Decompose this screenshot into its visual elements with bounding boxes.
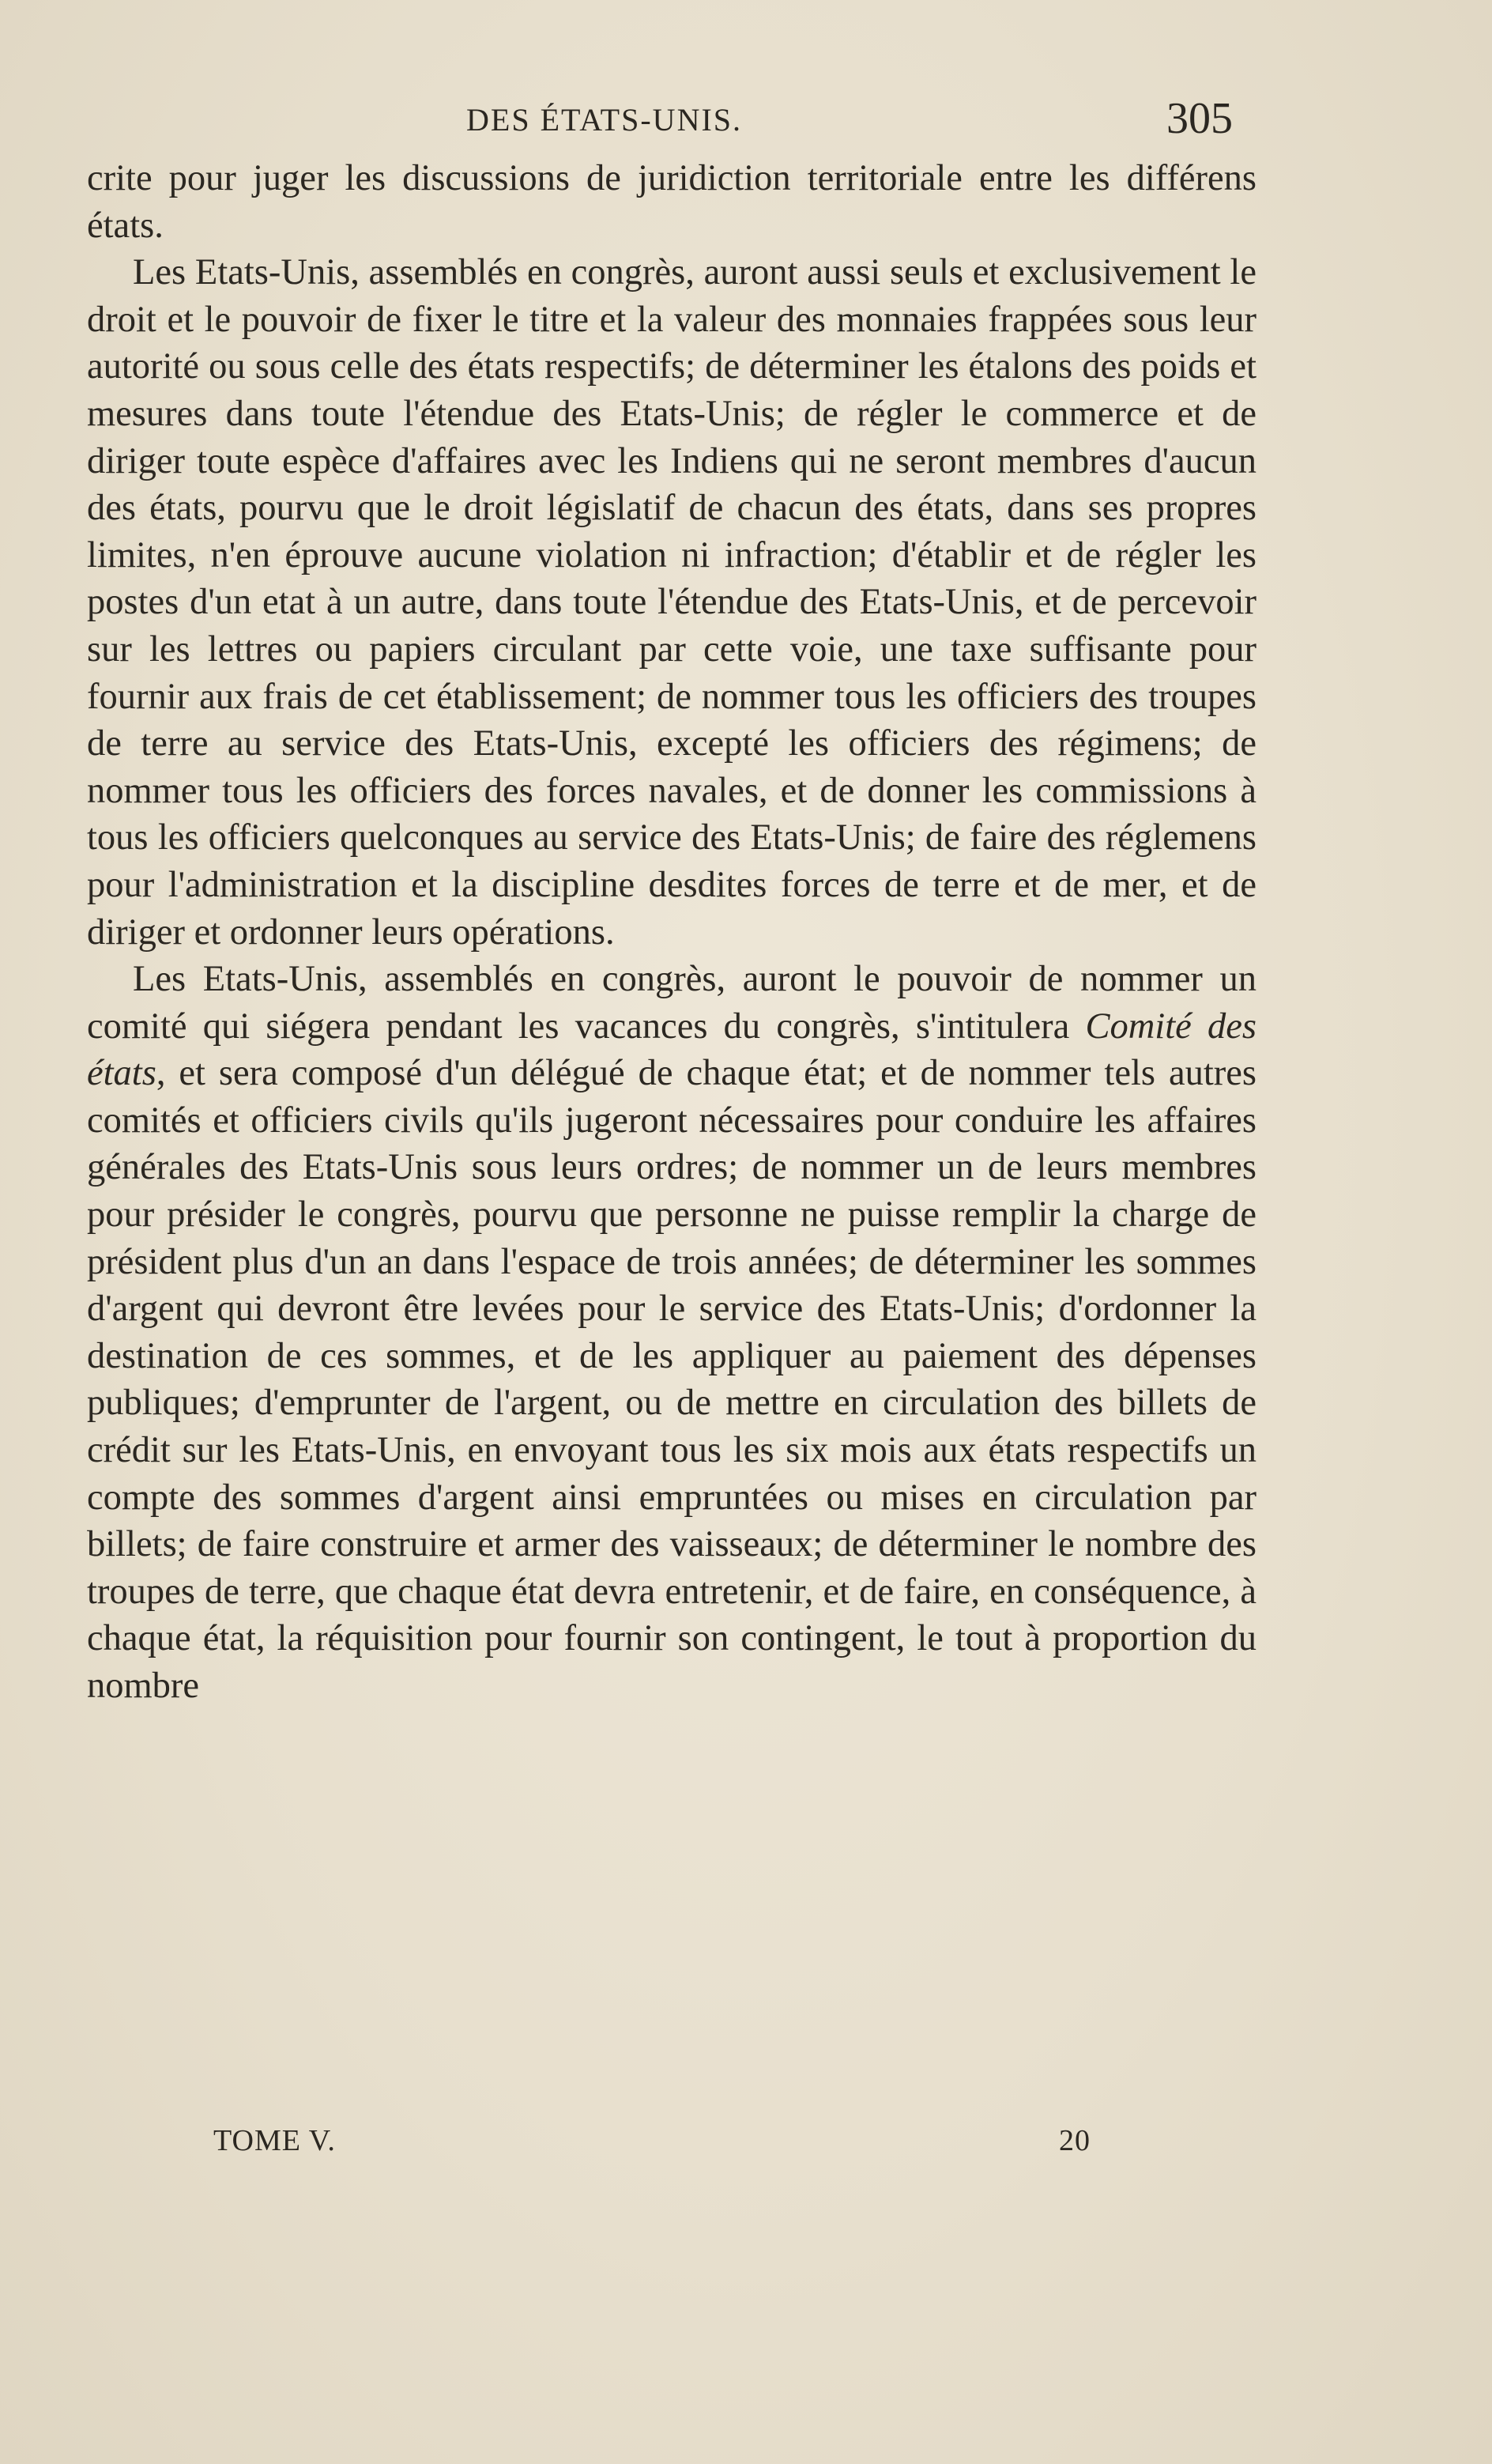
page-footer xyxy=(87,2123,1233,2171)
signature-number: 20 xyxy=(1059,2124,1091,2157)
paragraph-monnaies: Les Etats-Unis, assemblés en congrès, auront aussi seuls et exclusivement le droit et le pouvoir de fixer le titre et la valeur des monnaies frappées sous leur autorité ou sous celle des états respectifs; de déterminer les étalons des poids et mesures dans toute l'étendue des Etats-Unis; de régler le commerce et de diriger toute espèce d'affaires avec les Indiens qui ne seront membres d'aucun des états, pourvu que le droit législatif de chacun des états, dans ses propres limites, n'en éprouve aucune violation ni infraction; d'établir et de régler les postes d'un etat à un autre, dans toute l'étendue des Etats-Unis, et de percevoir sur les lettres ou papiers circulant par cette voie, une taxe suffisante pour fournir aux frais de cet établissement; de nommer tous les officiers des troupes de terre au service des Etats-Unis, excepté les officiers des régimens; de nommer tous les officiers des forces navales, et de donner les commissions à tous les officiers quelconques au service des Etats-Unis; de faire des réglemens pour l'administration et la discipline desdites forces de terre et de mer, et de diriger et ordonner leurs opérations. xyxy=(87,252,1257,953)
paragraph-continuation: crite pour juger les discussions de juridiction territoriale entre les différens états. xyxy=(87,158,1257,246)
paragraph-comite xyxy=(87,956,1257,1710)
page-header xyxy=(87,93,1233,157)
page-number: 305 xyxy=(1166,94,1233,143)
italic-term: Comité des états xyxy=(87,1006,1257,1094)
body-text xyxy=(87,155,1257,1710)
paragraph-comite-text-b: , et sera composé d'un délégué de chaque état; et de nommer tels autres comités et officiers civils qu'ils jugeront nécessaires pour conduire les affaires générales des Etats-Unis sous leurs ordres; de nommer un de leurs membres pour présider le congrès, pourvu que personne ne puisse remplir la charge de président plus d'un an dans l'espace de trois années; de déterminer les sommes d'argent qui devront être levées pour le service des Etats-Unis; d'ordonner la destination de ces sommes, et de les appliquer au paiement des dépenses publiques; d'emprunter de l'argent, ou de mettre en circulation des billets de crédit sur les Etats-Unis, en envoyant tous les six mois aux états respectifs un compte des sommes d'argent ainsi empruntées ou mises en circulation par billets; de faire construire et armer des vaisseaux; de déterminer le nombre des troupes de terre, que chaque état devra entretenir, et de faire, en conséquence, à chaque état, la réquisition pour fournir son contingent, le tout à proportion du nombre xyxy=(87,1053,1257,1706)
running-head: DES ÉTATS-UNIS. xyxy=(466,102,743,138)
paragraph-comite-text-a: Les Etats-Unis, assemblés en congrès, auront le pouvoir de nommer un comité qui siégera pendant les vacances du congrès, s'intitulera xyxy=(87,959,1257,1047)
signature-mark: TOME V. xyxy=(213,2124,336,2157)
